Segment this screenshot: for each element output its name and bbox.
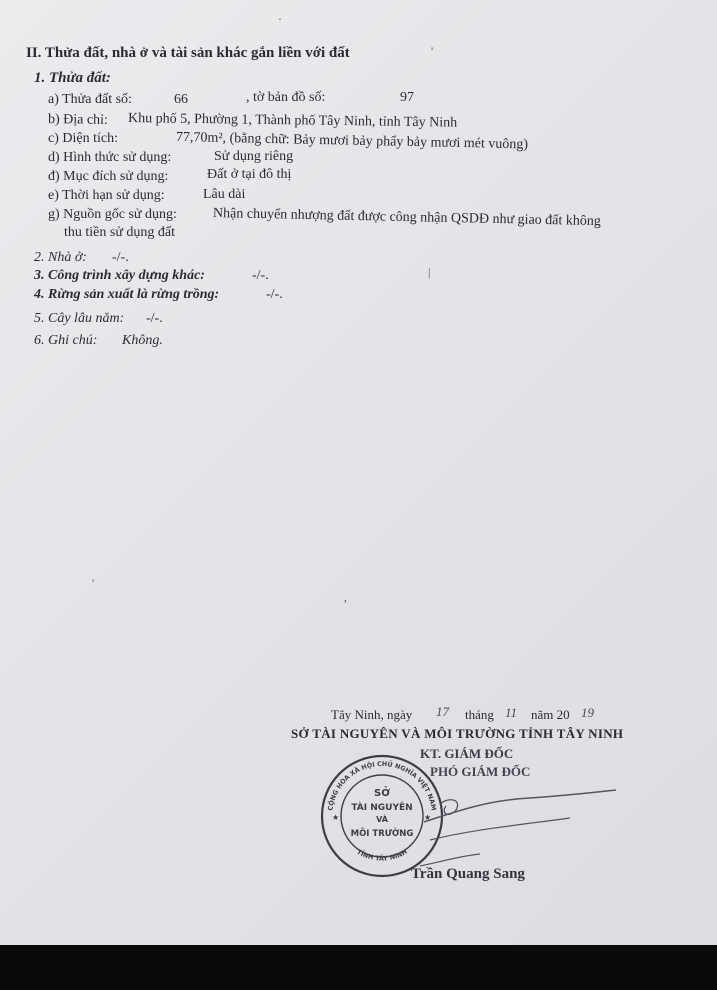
stray-mark: |: [428, 265, 431, 279]
land-parcel-label: a) Thửa đất số:: [48, 92, 132, 107]
forest-label: 4. Rừng sản xuất là rừng trồng:: [34, 287, 220, 302]
origin-label: g) Nguồn gốc sử dụng:: [48, 207, 177, 222]
stray-mark: ·: [278, 12, 282, 26]
note-value: Không.: [122, 333, 163, 348]
address-label: b) Địa chỉ:: [47, 112, 108, 128]
svg-text:★: ★: [332, 813, 340, 822]
seal-center-line3: VÀ: [376, 815, 388, 824]
usage-purpose-label: đ) Mục đích sử dụng:: [48, 169, 169, 184]
signer-name: Trần Quang Sang: [411, 866, 525, 882]
svg-text:★: ★: [424, 813, 432, 822]
date-month-label: tháng: [465, 707, 494, 722]
usage-form-value: Sử dụng riêng: [214, 149, 294, 164]
date-prefix: Tây Ninh, ngày: [331, 707, 413, 722]
stray-mark: ': [92, 576, 95, 590]
date-month: 11: [505, 705, 518, 720]
seal-center-line1: SỞ: [374, 788, 390, 799]
perennial-value: -/-.: [146, 311, 163, 326]
house-value: -/-.: [112, 250, 129, 265]
usage-term-label: e) Thời hạn sử dụng:: [48, 188, 165, 203]
stray-mark: ': [431, 44, 434, 58]
area-label: c) Diện tích:: [48, 131, 118, 146]
signer-role-2: PHÓ GIÁM ĐỐC: [430, 764, 531, 779]
seal-center-line2: TÀI NGUYÊN: [351, 803, 413, 813]
usage-form-label: d) Hình thức sử dụng:: [48, 150, 172, 165]
signer-role-1: KT. GIÁM ĐỐC: [420, 746, 514, 761]
perennial-label: 5. Cây lâu năm:: [34, 311, 125, 326]
seal-ring-bottom: TỈNH TÂY NINH: [355, 847, 409, 863]
origin-value-line2: thu tiền sử dụng đất: [64, 225, 176, 240]
house-label: 2. Nhà ở:: [34, 250, 87, 265]
construction-value: -/-.: [252, 268, 269, 283]
handwritten-signature: [420, 770, 620, 880]
date-year-label: năm 20: [531, 707, 570, 722]
land-heading: 1. Thửa đất:: [34, 70, 111, 86]
address-value: Khu phố 5, Phường 1, Thành phố Tây Ninh, tỉnh Tây Ninh: [127, 111, 458, 131]
usage-term-value: Lâu dài: [203, 187, 246, 202]
date-year: 19: [581, 705, 594, 720]
seal-ring-text: CỘNG HÒA XÃ HỘI CHỦ NGHĨA VIỆT NAM: [326, 759, 438, 812]
map-sheet-label: , tờ bản đồ số:: [246, 90, 326, 105]
construction-label: 3. Công trình xây dựng khác:: [34, 268, 205, 283]
usage-purpose-value: Đất ở tại đô thị: [207, 167, 292, 182]
forest-value: -/-.: [266, 287, 283, 302]
area-value: 77,70m², (bằng chữ: Bảy mươi bảy phẩy bảy mươi mét vuông): [175, 130, 529, 153]
origin-value-line1: Nhận chuyển nhượng đất được công nhận QSDĐ như giao đất không: [212, 206, 601, 230]
land-parcel-value: 66: [174, 92, 188, 107]
agency-name: SỞ TÀI NGUYÊN VÀ MÔI TRƯỜNG TỈNH TÂY NINH: [291, 726, 624, 741]
section-title: II. Thửa đất, nhà ở và tài sản khác gắn liền với đất: [26, 45, 350, 61]
map-sheet-value: 97: [400, 90, 414, 105]
date-day: 17: [436, 704, 449, 719]
note-label: 6. Ghi chú:: [34, 333, 98, 348]
seal-center-line4: MÔI TRƯỜNG: [350, 829, 414, 839]
stray-mark: ,: [344, 590, 347, 604]
